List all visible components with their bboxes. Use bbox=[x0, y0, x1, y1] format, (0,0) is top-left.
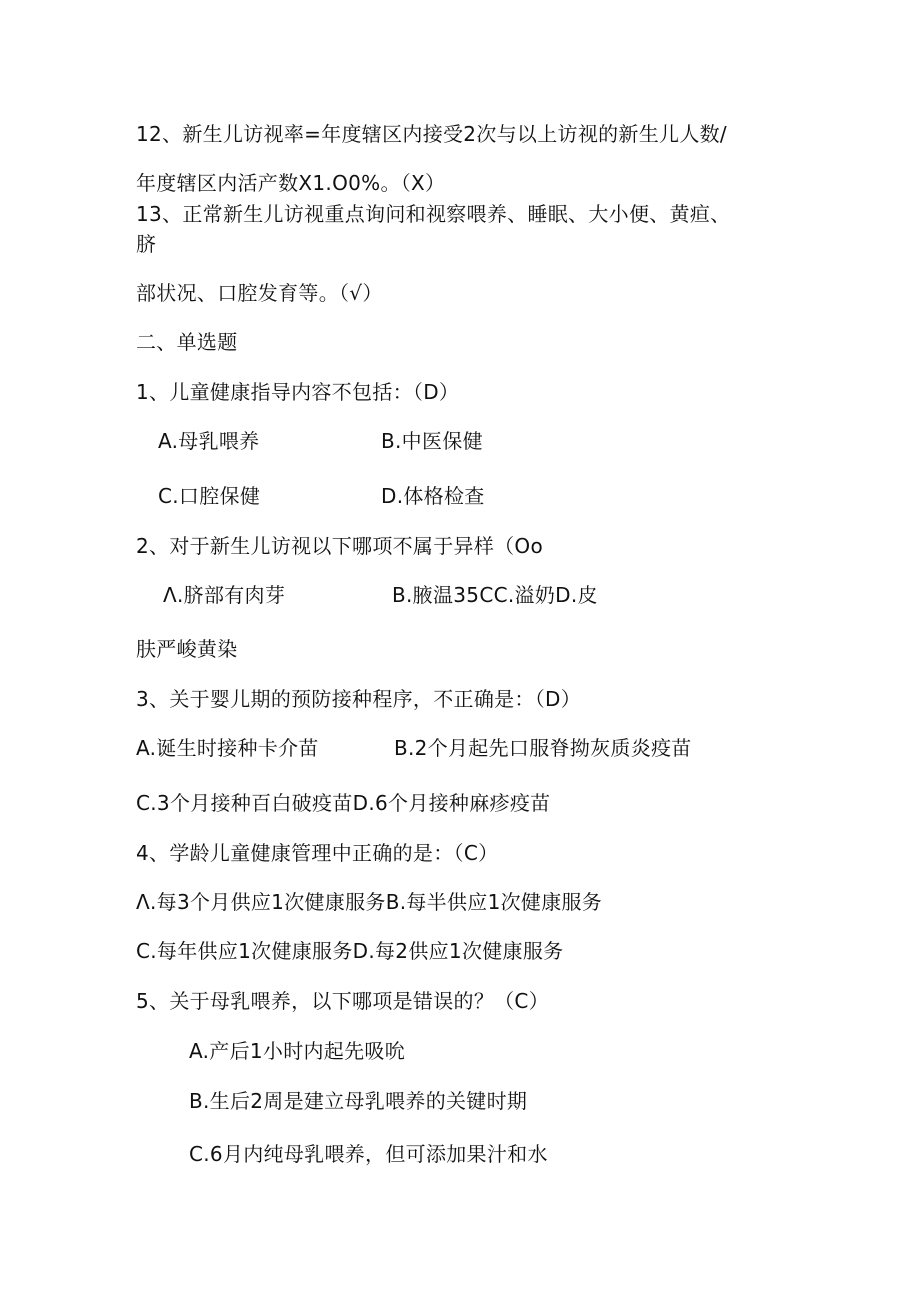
q2-option-a: Λ.脐部有肉芽 bbox=[163, 583, 286, 607]
q1-option-d: D.体格检查 bbox=[381, 484, 485, 508]
q3-option-a: A.诞生时接种卡介苗 bbox=[136, 736, 319, 760]
q3-question: 3、关于婴儿期的预防接种程序，不正确是：（D） bbox=[136, 687, 582, 711]
q4-options-ab: Λ.每3个月供应1次健康服务B.每半供应1次健康服务 bbox=[136, 890, 603, 914]
q2-options-bcd: B.腋温35CC.溢奶D.皮 bbox=[392, 583, 598, 607]
q2-question: 2、对于新生儿访视以下哪项不属于异样（Oo bbox=[136, 534, 544, 558]
section-heading: 二、单选题 bbox=[136, 330, 238, 354]
q1-question: 1、儿童健康指导内容不包括：（D） bbox=[136, 380, 460, 404]
q12-line-1: 12、新生儿访视率=年度辖区内接受2次与以上访视的新生儿人数/ bbox=[136, 122, 727, 146]
q2-option-d-cont: 肤严峻黄染 bbox=[136, 637, 238, 661]
q5-option-b: B.生后2周是建立母乳喂养的关键时期 bbox=[189, 1089, 528, 1113]
q1-option-b: B.中医保健 bbox=[381, 429, 483, 453]
q5-option-c: C.6月内纯母乳喂养，但可添加果汁和水 bbox=[189, 1142, 548, 1166]
q13-line-2: 脐 bbox=[136, 232, 157, 256]
q3-option-b: B.2个月起先口服脊拗灰质炎疫苗 bbox=[394, 736, 692, 760]
q4-options-cd: C.每年供应1次健康服务D.每2供应1次健康服务 bbox=[136, 939, 564, 963]
q3-options-cd: C.3个月接种百白破疫苗D.6个月接种麻疹疫苗 bbox=[136, 791, 551, 815]
q5-option-a: A.产后1小时内起先吸吮 bbox=[189, 1039, 406, 1063]
q1-option-c: C.口腔保健 bbox=[158, 484, 261, 508]
q13-line-1: 13、正常新生儿访视重点询问和视察喂养、睡眠、大小便、黄疸、 bbox=[136, 202, 731, 226]
q1-option-a: A.母乳喂养 bbox=[158, 429, 260, 453]
q5-question: 5、关于母乳喂养，以下哪项是错误的？（C） bbox=[136, 989, 549, 1013]
q12-line-2: 年度辖区内活产数X1.O0%。（X） bbox=[136, 171, 446, 195]
q4-question: 4、学龄儿童健康管理中正确的是：（C） bbox=[136, 841, 499, 865]
q13-line-3: 部状况、口腔发育等。（√） bbox=[136, 281, 383, 305]
